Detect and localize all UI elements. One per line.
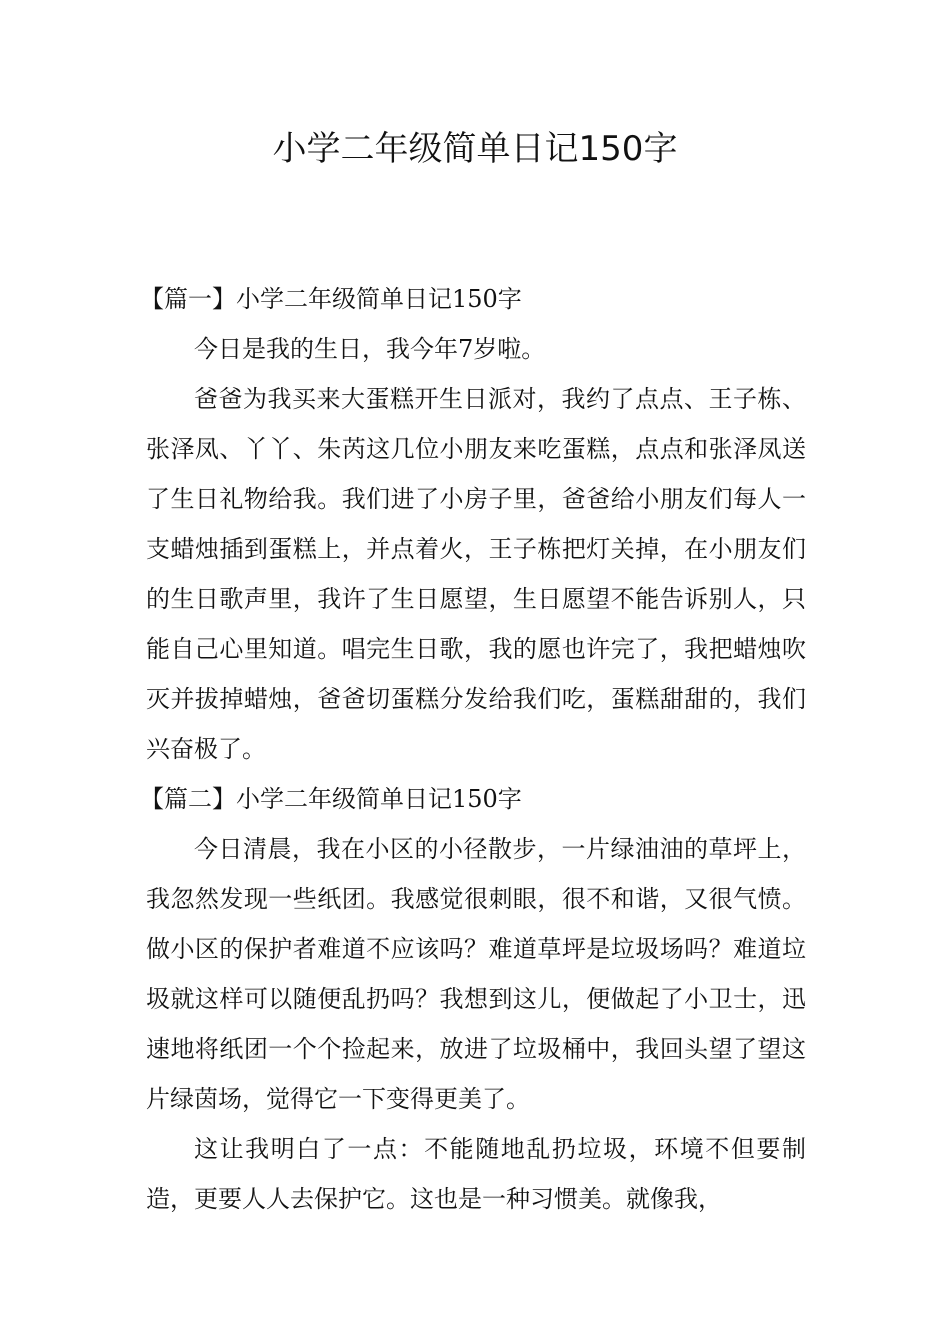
paragraph: 这让我明白了一点：不能随地乱扔垃圾，环境不但要制造，更要人人去保护它。这也是一种习惯美。就像我，: [146, 1135, 806, 1213]
paragraph: 今日清晨，我在小区的小径散步，一片绿油油的草坪上，我忽然发现一些纸团。我感觉很刺眼，很不和谐，又很气愤。做小区的保护者难道不应该吗？难道草坪是垃圾场吗？难道垃圾就这样可以随便乱扔吗？我想到这儿，便做起了小卫士，迅速地将纸团一个个捡起来，放进了垃圾桶中，我回头望了望这片绿茵场，觉得它一下变得更美了。: [146, 835, 806, 1113]
paragraph: 今日是我的生日，我今年7岁啦。: [194, 335, 546, 363]
section-heading-1: 【篇一】小学二年级简单日记150字: [140, 285, 522, 313]
section-heading-2: 【篇二】小学二年级简单日记150字: [140, 785, 522, 813]
document-body: [140, 274, 806, 1224]
document-title: 小学二年级简单日记150字: [272, 129, 678, 169]
paragraph: 爸爸为我买来大蛋糕开生日派对，我约了点点、王子栋、张泽凤、丫丫、朱芮这几位小朋友来吃蛋糕，点点和张泽凤送了生日礼物给我。我们进了小房子里，爸爸给小朋友们每人一支蜡烛插到蛋糕上，并点着火，王子栋把灯关掉，在小朋友们的生日歌声里，我许了生日愿望，生日愿望不能告诉别人，只能自己心里知道。唱完生日歌，我的愿也许完了，我把蜡烛吹灭并拔掉蜡烛，爸爸切蛋糕分发给我们吃，蛋糕甜甜的，我们兴奋极了。: [146, 385, 806, 763]
